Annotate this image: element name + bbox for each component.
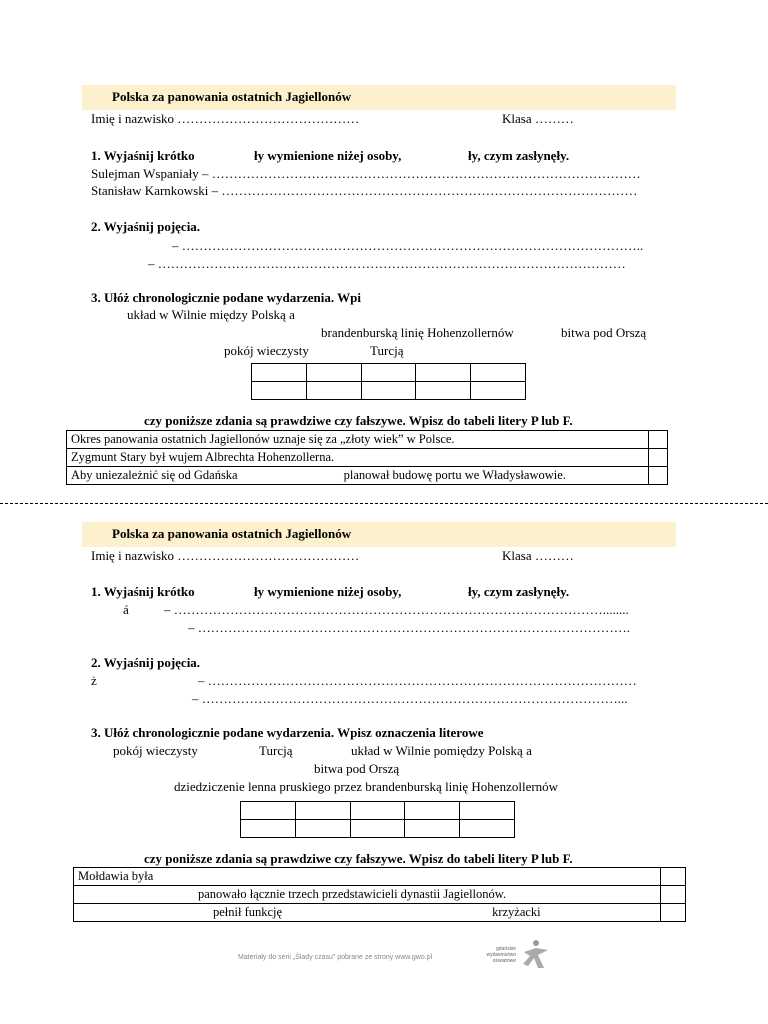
event-item: bitwa pod Orszą (561, 325, 647, 340)
statement-part: Aby uniezależnić się od Gdańska (71, 468, 238, 482)
event-item: pokój wieczysty (224, 343, 309, 358)
title-banner (82, 522, 676, 547)
answer-box[interactable] (649, 431, 668, 449)
table-row (67, 467, 668, 485)
answer-line: – ……………………………………………………………………………………… (198, 673, 637, 688)
table-row (67, 431, 668, 449)
answer-cell[interactable] (416, 382, 471, 400)
answer-cell[interactable] (252, 364, 307, 382)
question-1-title-part: ły wymienione niżej osoby, (254, 584, 402, 599)
publisher-logo (478, 938, 558, 972)
answer-line: – ………………………………………………………………………………………........ (164, 602, 629, 617)
question-1-title-part: ły wymienione niżej osoby, (254, 148, 402, 163)
statement-part: planował budowę portu we Władysławowie. (343, 468, 566, 482)
question-3-title: 3. Ułóż chronologicznie podane wydarzenia. Wpisz oznaczenia literowe (91, 725, 484, 740)
logo-figure-icon (518, 938, 554, 972)
answer-cell[interactable] (416, 364, 471, 382)
answer-cell[interactable] (460, 820, 515, 838)
statement-cell: Zygmunt Stary był wujem Albrechta Hohenzollerna. (67, 449, 649, 467)
statement-part: panowało łącznie trzech przedstawicieli dynastii Jagiellonów. (198, 887, 507, 901)
question-1-title-part: ły, czym zasłynęły. (468, 148, 570, 163)
answer-line: – ………………………………………………………………………………………. (188, 620, 630, 635)
class-line: Klasa ……… (502, 548, 574, 563)
answer-box[interactable] (649, 449, 668, 467)
question-1-title: 1. Wyjaśnij krótko (91, 584, 195, 599)
question-4-title: czy poniższe zdania są prawdziwe czy fałszywe. Wpisz do tabeli litery P lub F. (144, 413, 573, 428)
answer-cell[interactable] (361, 364, 416, 382)
event-item: układ w Wilnie pomiędzy Polską a (351, 743, 532, 758)
answer-box[interactable] (661, 904, 686, 922)
answer-box[interactable] (661, 868, 686, 886)
answer-line: – ……………………………………………………………………………………………… (148, 256, 626, 271)
answer-cell[interactable] (241, 802, 296, 820)
name-line: Imię i nazwisko …………………………………… (91, 111, 360, 126)
true-false-table (73, 867, 686, 922)
answer-grid (240, 801, 515, 838)
answer-cell[interactable] (405, 802, 460, 820)
question-3-title: 3. Ułóż chronologicznie podane wydarzenia. Wpi (91, 290, 361, 305)
event-item: brandenburską linię Hohenzollernów (321, 325, 514, 340)
answer-cell[interactable] (295, 802, 350, 820)
question-1-title-part: ły, czym zasłynęły. (468, 584, 570, 599)
answer-cell[interactable] (252, 382, 307, 400)
answer-line: Stanisław Karnkowski – …………………………………………………………………………………… (91, 183, 638, 198)
answer-cell[interactable] (460, 802, 515, 820)
answer-cell[interactable] (471, 364, 526, 382)
worksheet-title: Polska za panowania ostatnich Jagiellonów (112, 89, 352, 104)
text-fragment: ż (91, 673, 97, 688)
table-row (74, 886, 686, 904)
event-item: pokój wieczysty (113, 743, 198, 758)
cut-line (0, 503, 768, 504)
answer-line: Sulejman Wspaniały – ……………………………………………………………………………………… (91, 166, 641, 181)
answer-cell[interactable] (471, 382, 526, 400)
statement-cell (67, 467, 649, 485)
answer-cell[interactable] (350, 802, 405, 820)
answer-grid (251, 363, 526, 400)
answer-cell[interactable] (361, 382, 416, 400)
question-1-title: 1. Wyjaśnij krótko (91, 148, 195, 163)
answer-cell[interactable] (295, 820, 350, 838)
table-row (74, 868, 686, 886)
statement-cell: Mołdawia była (74, 868, 661, 886)
event-item: Turcją (370, 343, 404, 358)
statement-part: krzyżacki (492, 905, 541, 919)
question-4-title: czy poniższe zdania są prawdziwe czy fałszywe. Wpisz do tabeli litery P lub F. (144, 851, 573, 866)
answer-cell[interactable] (306, 382, 361, 400)
class-line: Klasa ……… (502, 111, 574, 126)
answer-line: – …………………………………………………………………………………………….. (172, 238, 644, 253)
statement-part: pełnił funkcję (213, 905, 283, 919)
answer-box[interactable] (661, 886, 686, 904)
event-item: układ w Wilnie między Polską a (127, 307, 295, 322)
answer-cell[interactable] (350, 820, 405, 838)
question-2-title: 2. Wyjaśnij pojęcia. (91, 655, 201, 670)
answer-cell[interactable] (241, 820, 296, 838)
event-item: dziedziczenie lenna pruskiego przez brandenburską linię Hohenzollernów (174, 779, 559, 794)
answer-cell[interactable] (405, 820, 460, 838)
statement-cell (74, 886, 661, 904)
title-banner (82, 85, 676, 110)
true-false-table (66, 430, 668, 485)
question-2-title: 2. Wyjaśnij pojęcia. (91, 219, 201, 234)
logo-text: gdańskie wydawnictwo oświatowe (486, 946, 516, 964)
answer-line: – ……………………………………………………………………………………... (192, 691, 628, 706)
table-row (74, 904, 686, 922)
event-item: bitwa pod Orszą (314, 761, 400, 776)
text-fragment: á (123, 602, 129, 617)
footer-text: Materiały do serii „Ślady czasu” pobrane ze strony www.gwo.pl (238, 954, 433, 961)
answer-box[interactable] (649, 467, 668, 485)
event-item: Turcją (259, 743, 293, 758)
statement-cell (74, 904, 661, 922)
table-row (67, 449, 668, 467)
worksheet-title: Polska za panowania ostatnich Jagiellonów (112, 526, 352, 541)
statement-cell: Okres panowania ostatnich Jagiellonów uznaje się za „złoty wiek” w Polsce. (67, 431, 649, 449)
name-line: Imię i nazwisko …………………………………… (91, 548, 360, 563)
answer-cell[interactable] (306, 364, 361, 382)
